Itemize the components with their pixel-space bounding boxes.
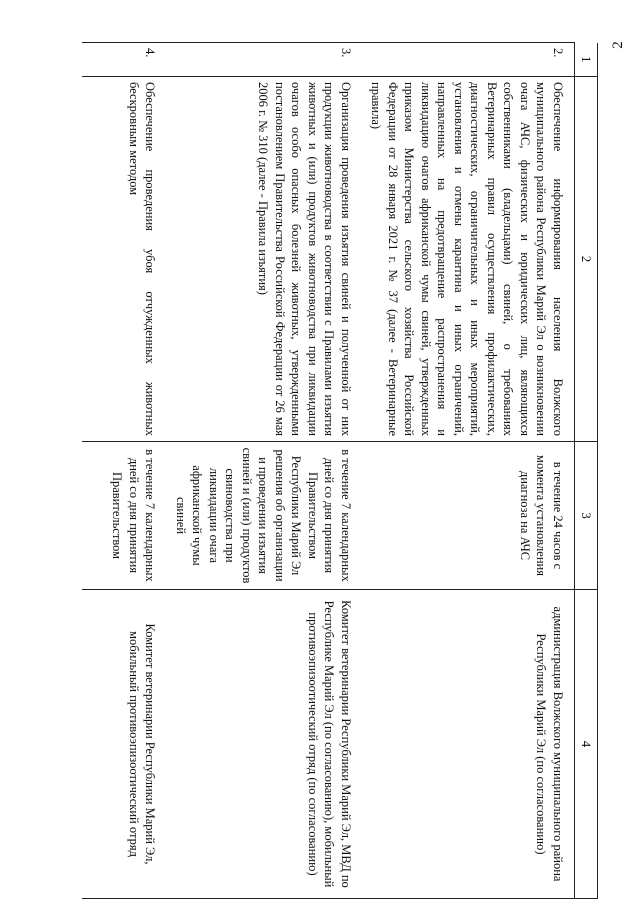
row-responsible: Комитет ветеринарии Республики Марий Эл, МВД по Республике Марий Эл (по согласованию), мобильный противоэпизоотический отряд (по согласованию) bbox=[167, 590, 363, 899]
table-row bbox=[362, 43, 575, 899]
row-number: 4. bbox=[83, 43, 167, 77]
column-header-2: 2 bbox=[575, 77, 598, 442]
row-term: в течение 7 календарных дней со дня принятия Правительством Республики Марий Эл решения об организации и проведении изъятия свиней и (или) продуктов свиноводства при ликвидации очага африканской чумы свиней bbox=[167, 442, 363, 590]
plan-table bbox=[83, 42, 599, 899]
rotated-table-sheet bbox=[110, 42, 598, 898]
row-action: Организация проведения изъятия свиней и полученной от них продукции животноводства в соответствии с Правилами изъятия животных и (или) продуктов животноводства при ликвидации очагов особо опасных болезней животных, утвержденными постановлением Правительства Российской Федерации от 26 мая 2006 г. № 310 (далее - Правила изъятия) bbox=[167, 77, 363, 442]
row-number: 3. bbox=[167, 43, 363, 77]
column-header-3: 3 bbox=[575, 442, 598, 590]
page-number: 2 bbox=[610, 41, 626, 49]
column-header-1: 1 bbox=[575, 43, 598, 77]
row-responsible: Комитет ветеринарии Республики Марий Эл, мобильный противоэпизоотический отряд bbox=[83, 590, 167, 899]
row-responsible: администрация Волжского муниципального района Республики Марий Эл (по согласованию) bbox=[362, 590, 575, 899]
table-row bbox=[167, 43, 363, 899]
row-action: Обеспечение информирования населения Волжского муниципального района Республики Марий Эл о возникновении очага АЧС, физических и юридических лиц, являющихся собственниками (владельцами) свиней, о требованиях Ветеринарных правил осуществления профилактических, диагностических, ограничительных и иных мероприятий, установления и отмены карантина и иных ограничений, направленных на предотвращение распространения и ликвидацию очагов африканской чумы свиней, утвержденных приказом Министерства сельского хозяйства Российской Федерации от 28 января 2021 г. № 37 (далее - Ветеринарные правила) bbox=[362, 77, 575, 442]
row-term: в течение 24 часов с момента установления диагноза на АЧС bbox=[362, 442, 575, 590]
column-header-4: 4 bbox=[575, 590, 598, 899]
table-header-row bbox=[575, 43, 598, 899]
row-term: в течение 7 календарных дней со дня принятия Правительством bbox=[83, 442, 167, 590]
row-number: 2. bbox=[362, 43, 575, 77]
row-action: Обеспечение проведения убоя отчужденных животных бескровным методом bbox=[83, 77, 167, 442]
table-row bbox=[83, 43, 167, 899]
